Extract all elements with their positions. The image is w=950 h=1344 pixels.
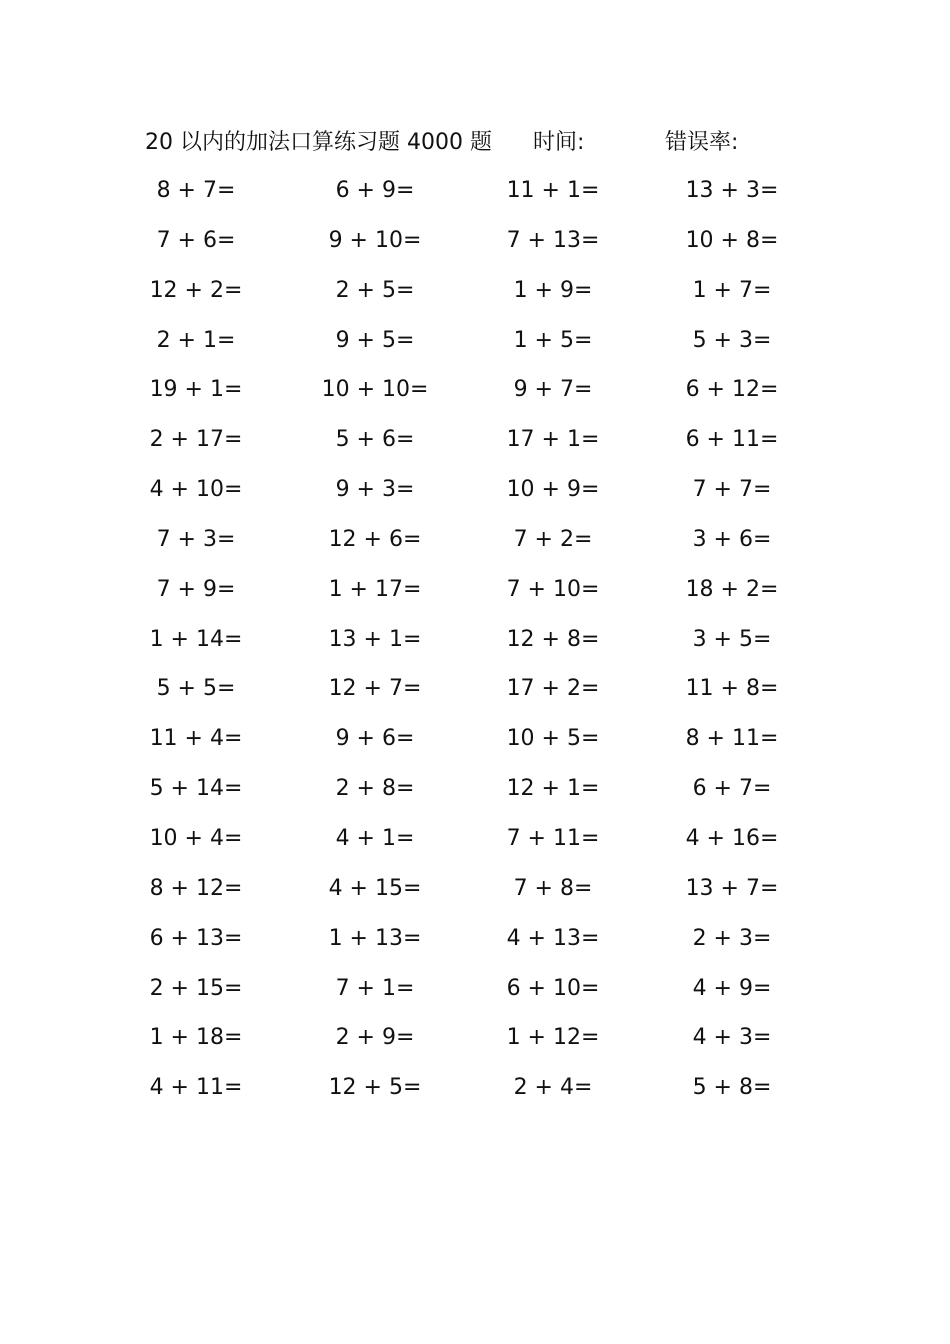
addition-problem: 3 + 5= — [692, 626, 772, 652]
addition-problem: 9 + 6= — [335, 726, 415, 752]
addition-problem: 4 + 3= — [692, 1025, 772, 1051]
problem-row — [0, 814, 950, 864]
addition-problem: 12 + 2= — [149, 277, 243, 303]
addition-problem: 17 + 1= — [506, 427, 600, 453]
addition-problem: 18 + 2= — [685, 576, 779, 602]
error-rate-label: 错误率: — [665, 130, 739, 155]
addition-problem: 7 + 1= — [335, 975, 415, 1001]
addition-problem: 12 + 6= — [328, 526, 422, 552]
problem-grid — [0, 166, 950, 1113]
addition-problem: 10 + 5= — [506, 726, 600, 752]
problem-row — [0, 515, 950, 565]
addition-problem: 1 + 14= — [149, 626, 243, 652]
problem-row — [0, 216, 950, 266]
addition-problem: 6 + 7= — [692, 776, 772, 802]
addition-problem: 12 + 5= — [328, 1075, 422, 1101]
addition-problem: 8 + 7= — [156, 178, 236, 203]
addition-problem: 13 + 7= — [685, 875, 779, 901]
problem-row — [0, 565, 950, 615]
addition-problem: 6 + 13= — [149, 925, 243, 951]
addition-problem: 2 + 1= — [156, 327, 236, 353]
addition-problem: 6 + 12= — [685, 377, 779, 403]
addition-problem: 2 + 15= — [149, 975, 243, 1001]
addition-problem: 6 + 9= — [335, 178, 415, 203]
addition-problem: 10 + 9= — [506, 477, 600, 503]
addition-problem: 5 + 8= — [692, 1075, 772, 1101]
addition-problem: 6 + 10= — [506, 975, 600, 1001]
addition-problem: 7 + 6= — [156, 227, 236, 253]
addition-problem: 4 + 15= — [328, 875, 422, 901]
addition-problem: 7 + 3= — [156, 526, 236, 552]
problem-row — [0, 1013, 950, 1063]
addition-problem: 4 + 10= — [149, 477, 243, 503]
addition-problem: 7 + 7= — [692, 477, 772, 503]
worksheet-header — [0, 124, 950, 162]
problem-row — [0, 316, 950, 366]
problem-row — [0, 166, 950, 216]
addition-problem: 17 + 2= — [506, 676, 600, 702]
addition-problem: 7 + 10= — [506, 576, 600, 602]
addition-problem: 1 + 18= — [149, 1025, 243, 1051]
addition-problem: 1 + 7= — [692, 277, 772, 303]
addition-problem: 1 + 13= — [328, 925, 422, 951]
addition-problem: 2 + 3= — [692, 925, 772, 951]
addition-problem: 11 + 1= — [506, 178, 600, 203]
addition-problem: 4 + 9= — [692, 975, 772, 1001]
addition-problem: 13 + 3= — [685, 178, 779, 203]
addition-problem: 11 + 8= — [685, 676, 779, 702]
addition-problem: 9 + 3= — [335, 477, 415, 503]
problem-row — [0, 714, 950, 764]
addition-problem: 2 + 9= — [335, 1025, 415, 1051]
addition-problem: 2 + 8= — [335, 776, 415, 802]
addition-problem: 9 + 5= — [335, 327, 415, 353]
worksheet-title: 20 以内的加法口算练习题 4000 题 — [145, 130, 492, 155]
addition-problem: 1 + 12= — [506, 1025, 600, 1051]
addition-problem: 19 + 1= — [149, 377, 243, 403]
problem-row — [0, 615, 950, 665]
problem-row — [0, 964, 950, 1014]
addition-problem: 13 + 1= — [328, 626, 422, 652]
addition-problem: 2 + 4= — [513, 1075, 593, 1101]
addition-problem: 2 + 5= — [335, 277, 415, 303]
problem-row — [0, 1063, 950, 1113]
addition-problem: 2 + 17= — [149, 427, 243, 453]
addition-problem: 6 + 11= — [685, 427, 779, 453]
problem-row — [0, 415, 950, 465]
time-label: 时间: — [533, 130, 585, 155]
addition-problem: 7 + 9= — [156, 576, 236, 602]
addition-problem: 9 + 10= — [328, 227, 422, 253]
addition-problem: 12 + 7= — [328, 676, 422, 702]
addition-problem: 1 + 9= — [513, 277, 593, 303]
problem-row — [0, 764, 950, 814]
addition-problem: 5 + 3= — [692, 327, 772, 353]
addition-problem: 7 + 11= — [506, 825, 600, 851]
addition-problem: 3 + 6= — [692, 526, 772, 552]
addition-problem: 9 + 7= — [513, 377, 593, 403]
addition-problem: 4 + 13= — [506, 925, 600, 951]
addition-problem: 10 + 4= — [149, 825, 243, 851]
addition-problem: 10 + 8= — [685, 227, 779, 253]
addition-problem: 12 + 8= — [506, 626, 600, 652]
addition-problem: 7 + 8= — [513, 875, 593, 901]
problem-row — [0, 864, 950, 914]
addition-problem: 5 + 5= — [156, 676, 236, 702]
addition-problem: 7 + 13= — [506, 227, 600, 253]
problem-row — [0, 664, 950, 714]
problem-row — [0, 914, 950, 964]
addition-problem: 12 + 1= — [506, 776, 600, 802]
addition-problem: 10 + 10= — [321, 377, 429, 403]
addition-problem: 8 + 11= — [685, 726, 779, 752]
problem-row — [0, 266, 950, 316]
addition-problem: 7 + 2= — [513, 526, 593, 552]
addition-problem: 4 + 1= — [335, 825, 415, 851]
addition-problem: 5 + 6= — [335, 427, 415, 453]
addition-problem: 5 + 14= — [149, 776, 243, 802]
problem-row — [0, 465, 950, 515]
addition-problem: 1 + 5= — [513, 327, 593, 353]
addition-problem: 8 + 12= — [149, 875, 243, 901]
addition-problem: 4 + 16= — [685, 825, 779, 851]
addition-problem: 11 + 4= — [149, 726, 243, 752]
addition-problem: 1 + 17= — [328, 576, 422, 602]
addition-problem: 4 + 11= — [149, 1075, 243, 1101]
problem-row — [0, 365, 950, 415]
